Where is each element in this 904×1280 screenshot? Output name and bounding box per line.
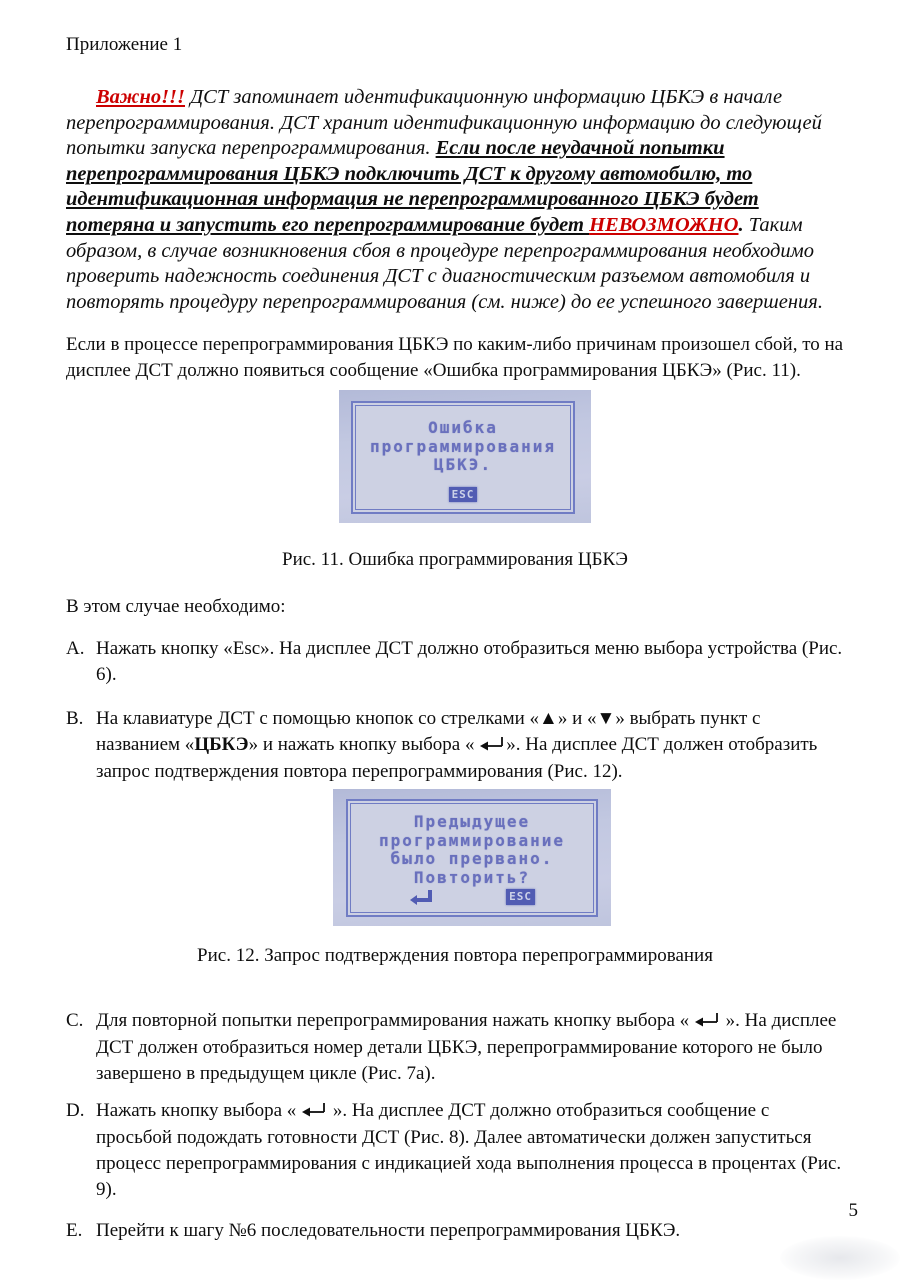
list-intro: В этом случае необходимо: — [66, 596, 286, 618]
lcd-button-row — [351, 889, 593, 905]
list-item-a — [66, 636, 844, 688]
important-label: Важно!!! — [96, 86, 186, 108]
enter-key-icon — [301, 1099, 328, 1125]
figure-12-photo — [333, 789, 611, 926]
item-b-cbke-bold: ЦБКЭ — [194, 734, 249, 756]
enter-key-icon — [694, 1009, 721, 1035]
lcd-screen-inner — [355, 405, 571, 510]
enter-key-icon — [479, 733, 506, 759]
lcd-text-line: Предыдущее — [413, 812, 531, 832]
list-item-label: A. — [66, 638, 85, 660]
page-number: 5 — [848, 1200, 858, 1221]
lcd-screen-inner — [350, 803, 594, 913]
lcd-screen — [351, 401, 575, 514]
item-d-segment-2: ». На дисплее ДСТ должно отобразиться сообщение с просьбой подождать готовности ДСТ (Рис. 8). Далее автоматически должен запуститься процесс перепрограммирования с индикацией хода выполнения процесса в процентах (Рис. 9). — [96, 1100, 842, 1201]
item-d-segment-1: Нажать кнопку выбора « — [96, 1100, 302, 1122]
item-b-segment-3: ». На дисплее ДСТ должен отобразить запрос подтверждения повтора перепрограммирования (Рис. 12). — [96, 734, 818, 783]
list-item-e — [66, 1218, 844, 1244]
item-b-segment-1: На клавиатуре ДСТ с помощью кнопок со стрелками «▲» и «▼» выбрать пункт с названием « — [96, 708, 761, 756]
error-description-paragraph: Если в процессе перепрограммирования ЦБКЭ по каким-либо причинам произошел сбой, то на дисплее ДСТ должно появиться сообщение «Ошибка программирования ЦБКЭ» (Рис. 11). — [66, 334, 844, 382]
list-item-text: Перейти к шагу №6 последовательности перепрограммирования ЦБКЭ. — [96, 1220, 681, 1242]
lcd-button-row — [356, 487, 570, 502]
intro-segment-2-underlined: Если после неудачной попытки перепрограммирования ЦБКЭ подключить ДСТ к другому автомобилю, то идентификационная информация не перепрограммированного ЦБКЭ будет потеряна и запустить его перепрограммирование будет — [66, 137, 759, 236]
lcd-text-line: было прервано. — [390, 849, 554, 869]
list-item-text: Нажать кнопку «Esc». На дисплее ДСТ должно отобразиться меню выбора устройства (Рис. 6). — [96, 638, 843, 686]
lcd-text-line: программирования — [369, 436, 557, 456]
list-item-label: D. — [66, 1100, 85, 1122]
lcd-text-line: ЦБКЭ. — [433, 455, 493, 475]
item-c-segment-1: Для повторной попытки перепрограммирования нажать кнопку выбора « — [96, 1010, 694, 1032]
intro-segment-1: ДСТ запоминает идентификационную информацию ЦБКЭ в начале перепрограммирования. ДСТ хранит идентификационную информацию до следующей попытки запуска перепрограммирования. — [66, 86, 822, 160]
intro-segment-5: Таким образом, в случае возникновения сбоя в процедуре перепрограммирования необходимо проверить надежность соединения ДСТ с диагностическим разъемом автомобиля и повторять процедуру перепрограммирования (см. ниже) до ее успешного завершения. — [66, 213, 823, 313]
figure-11-photo — [339, 390, 591, 523]
esc-key-icon: ESC — [506, 889, 535, 905]
list-item-label: E. — [66, 1220, 83, 1242]
lcd-text-line: Ошибка — [428, 418, 498, 438]
intro-segment-4: . — [738, 213, 749, 236]
figure-12-caption: Рис. 12. Запрос подтверждения повтора перепрограммирования — [197, 945, 713, 967]
lcd-screen — [346, 799, 598, 917]
list-item-d — [66, 1098, 844, 1203]
list-item-text — [96, 706, 844, 785]
watermark — [780, 1236, 900, 1280]
important-note-paragraph — [66, 85, 844, 315]
esc-key-icon: ESC — [449, 487, 478, 502]
list-item-c — [66, 1008, 844, 1087]
list-item-b — [66, 706, 844, 785]
figure-11-wrapper — [66, 384, 844, 528]
list-item-text — [96, 1008, 844, 1087]
item-b-segment-2: » и нажать кнопку выбора « — [248, 734, 480, 756]
figure-12-wrapper — [66, 785, 844, 931]
enter-key-icon — [409, 889, 435, 905]
lcd-text-line: Повторить? — [413, 867, 531, 887]
page-header: Приложение 1 — [66, 34, 183, 55]
item-c-segment-2: ». На дисплее ДСТ должен отобразиться номер детали ЦБКЭ, перепрограммирование которого не было завершено в предыдущем цикле (Рис. 7а). — [96, 1010, 837, 1085]
lcd-text-line: программирование — [378, 830, 566, 850]
intro-impossible-word: НЕВОЗМОЖНО — [589, 213, 739, 236]
list-item-text — [96, 1098, 844, 1203]
list-item-label: C. — [66, 1010, 84, 1032]
figure-11-caption: Рис. 11. Ошибка программирования ЦБКЭ — [282, 549, 628, 571]
document-page — [66, 34, 844, 1244]
list-item-label: B. — [66, 708, 84, 730]
